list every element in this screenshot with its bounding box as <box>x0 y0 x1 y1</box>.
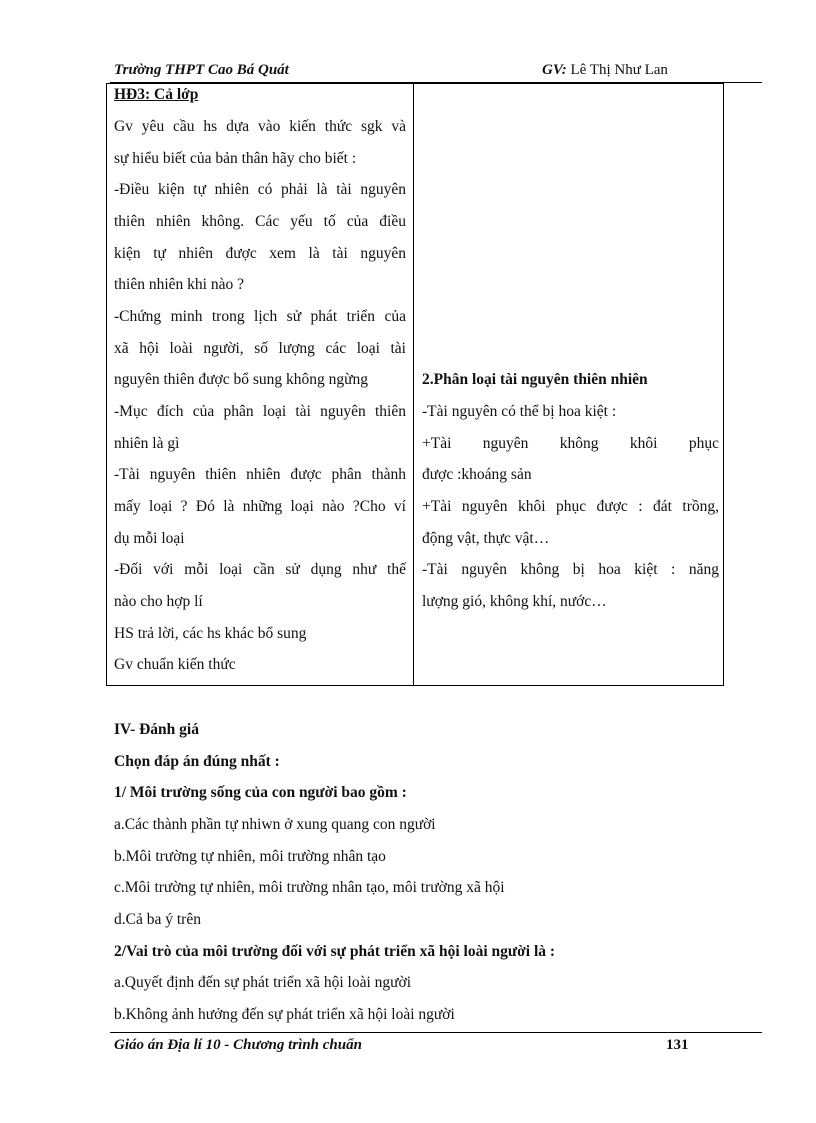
question-2-option: b.Không ảnh hưởng đến sự phát triển xã hội loài người <box>114 1006 455 1023</box>
question-1-option: b.Môi trường tự nhiên, môi trường nhân tạo <box>114 848 386 865</box>
school-name: Trường THPT Cao Bá Quát <box>114 62 289 78</box>
question-2-option: a.Quyết định đến sự phát triển xã hội loài người <box>114 974 412 991</box>
activity-line: dụ mỗi loại <box>114 530 185 547</box>
activity-line: mấy loại ? Đó là những loại nào ?Cho ví <box>114 498 406 515</box>
activity-line: HS trả lời, các hs khác bổ sung <box>114 625 307 642</box>
activity-line: sự hiểu biết của bản thân hãy cho biết : <box>114 150 357 167</box>
activity-line: nhiên là gì <box>114 435 180 452</box>
assessment-title: IV- Đánh giá <box>114 721 199 738</box>
activity-line: nào cho hợp lí <box>114 593 203 610</box>
question-1: 1/ Môi trường sống của con người bao gồm : <box>114 784 407 801</box>
page-number: 131 <box>666 1037 689 1053</box>
content-line: lượng gió, không khí, nước… <box>422 593 607 610</box>
activity-line: -Mục đích của phân loại tài nguyên thiên <box>114 403 406 420</box>
lesson-table <box>106 83 724 686</box>
content-line: -Tài nguyên có thể bị hoa kiệt : <box>422 403 617 420</box>
activity-line: -Đối với mỗi loại cần sử dụng như thế <box>114 561 406 578</box>
activity-line: -Tài nguyên thiên nhiên được phân thành <box>114 466 406 483</box>
activity-line: thiên nhiên không. Các yếu tố của điều <box>114 213 406 230</box>
activity-line: -Điều kiện tự nhiên có phải là tài nguyên <box>114 181 406 198</box>
activity-line: xã hội loài người, số lượng các loại tài <box>114 340 406 357</box>
activity-line: nguyên thiên được bổ sung không ngừng <box>114 371 369 388</box>
footer-title: Giáo án Địa lí 10 - Chương trình chuẩn <box>114 1037 362 1053</box>
activity-line: kiện tự nhiên được xem là tài nguyên <box>114 245 406 262</box>
question-1-option: c.Môi trường tự nhiên, môi trường nhân tạo, môi trường xã hội <box>114 879 505 896</box>
teacher-label: GV: <box>542 62 567 78</box>
activity-line: Gv chuẩn kiến thức <box>114 656 236 673</box>
content-line: được :khoáng sản <box>422 466 532 483</box>
activity-heading: HĐ3: Cả lớp <box>114 86 199 103</box>
content-line: +Tài nguyên không khôi phục <box>422 435 719 452</box>
teacher-name: Lê Thị Như Lan <box>570 62 668 78</box>
column-divider <box>413 84 414 685</box>
activity-line: -Chứng minh trong lịch sử phát triển của <box>114 308 406 325</box>
page-footer <box>110 1032 762 1063</box>
question-1-option: a.Các thành phần tự nhiwn ở xung quang con người <box>114 816 436 833</box>
question-1-option: d.Cả ba ý trên <box>114 911 201 928</box>
content-line: +Tài nguyên khôi phục được : đát trồng, <box>422 498 719 515</box>
content-line: -Tài nguyên không bị hoa kiệt : năng <box>422 561 719 578</box>
teacher-info <box>542 62 668 79</box>
section-heading: 2.Phân loại tài nguyên thiên nhiên <box>422 371 648 388</box>
activity-line: thiên nhiên khi nào ? <box>114 276 244 293</box>
content-line: động vật, thực vật… <box>422 530 550 547</box>
activity-line: Gv yêu cầu hs dựa vào kiến thức sgk và <box>114 118 406 135</box>
assessment-instruction: Chọn đáp án đúng nhất : <box>114 753 280 770</box>
question-2: 2/Vai trò của môi trường đối với sự phát triển xã hội loài người là : <box>114 943 556 960</box>
